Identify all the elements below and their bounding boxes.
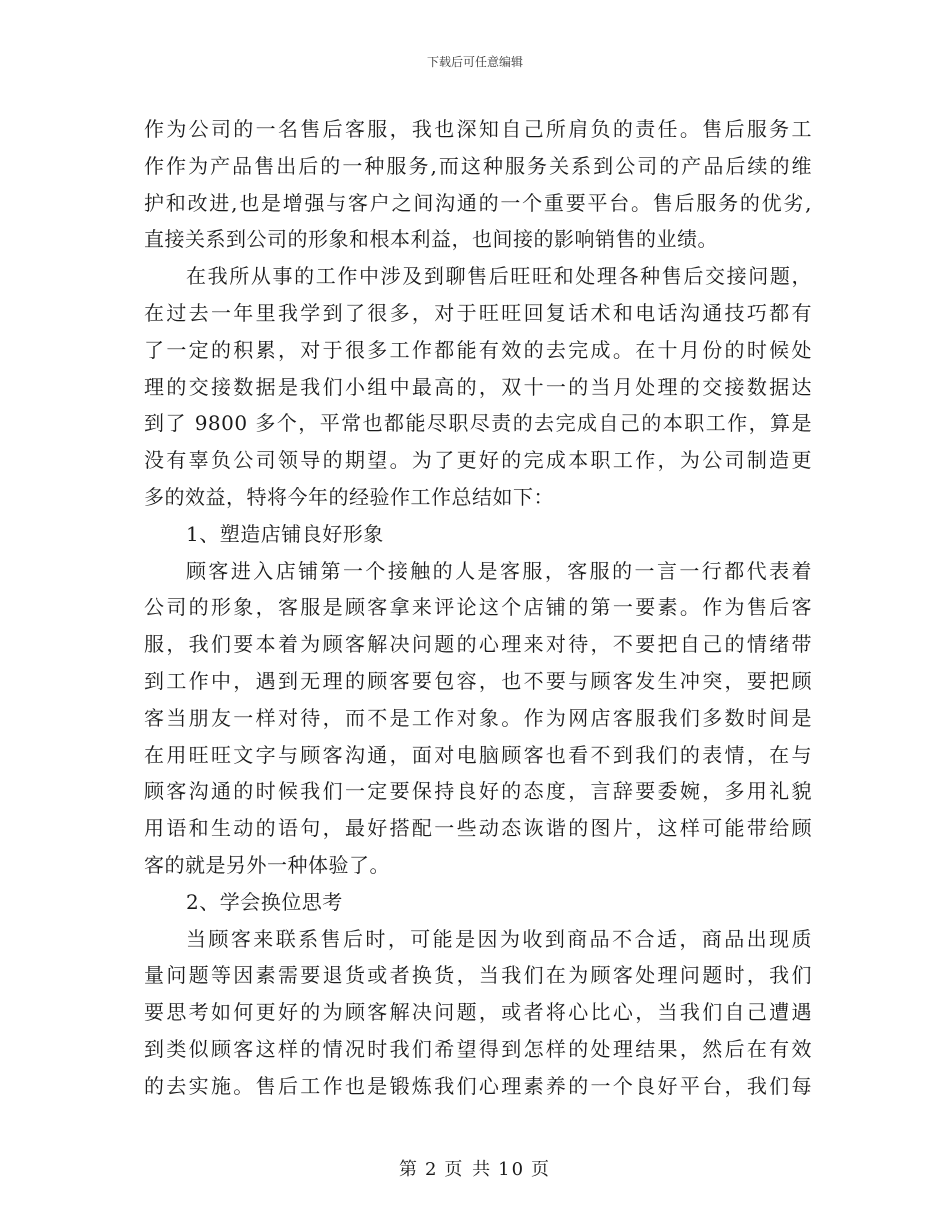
text-line: 客的就是另外一种体验了。 — [144, 852, 390, 877]
text-line: 在过去一年里我学到了很多，对于旺旺回复话术和电话沟通技巧都有 — [144, 300, 812, 325]
text-line: 2、学会换位思考 — [186, 889, 343, 914]
text-line: 用语和生动的语句，最好搭配一些动态诙谐的图片，这样可能带给顾 — [144, 816, 812, 841]
text-line: 的去实施。售后工作也是锻炼我们心理素养的一个良好平台，我们每 — [144, 1073, 812, 1098]
text-line: 当顾客来联系售后时，可能是因为收到商品不合适，商品出现质 — [186, 926, 812, 951]
footer-prefix: 第 — [398, 1159, 419, 1180]
text-line: 了一定的积累，对于很多工作都能有效的去完成。在十月份的时候处 — [144, 337, 812, 362]
text-line: 直接关系到公司的形象和根本利益，也间接的影响销售的业绩。 — [144, 227, 718, 252]
text-line: 顾客沟通的时候我们一定要保持良好的态度，言辞要委婉，多用礼貌 — [144, 779, 812, 804]
footer-middle: 页 共 — [444, 1159, 493, 1180]
text-line: 多的效益，特将今年的经验作工作总结如下： — [144, 484, 554, 509]
page-header-note: 下载后可任意编辑 — [426, 55, 523, 69]
text-line: 作为公司的一名售后客服，我也深知自己所肩负的责任。售后服务工 — [144, 117, 812, 141]
footer-suffix: 页 — [531, 1159, 552, 1180]
page-footer — [0, 1155, 950, 1181]
text-line: 理的交接数据是我们小组中最高的，双十一的当月处理的交接数据达 — [144, 374, 812, 399]
footer-page-number: 2 — [424, 1159, 439, 1180]
text-line: 公司的形象，客服是顾客拿来评论这个店铺的第一要素。作为售后客 — [144, 595, 812, 620]
text-line: 客当朋友一样对待，而不是工作对象。作为网店客服我们多数时间是 — [144, 705, 812, 730]
text-line: 1、塑造店铺良好形象 — [186, 521, 384, 546]
text-line: 要思考如何更好的为顾客解决问题，或者将心比心，当我们自己遭遇 — [144, 1000, 812, 1025]
text-line: 到了 9800 多个，平常也都能尽职尽责的去完成自己的本职工作，算是 — [144, 411, 812, 436]
text-line: 在我所从事的工作中涉及到聊售后旺旺和处理各种售后交接问题， — [186, 264, 812, 289]
document-body — [144, 111, 812, 1105]
text-line: 服，我们要本着为顾客解决问题的心理来对待，不要把自己的情绪带 — [144, 632, 812, 657]
text-line: 到工作中，遇到无理的顾客要包容，也不要与顾客发生冲突，要把顾 — [144, 668, 812, 693]
text-line: 护和改进,也是增强与客户之间沟通的一个重要平台。售后服务的优劣, — [144, 190, 812, 215]
text-line: 在用旺旺文字与顾客沟通，面对电脑顾客也看不到我们的表情，在与 — [144, 742, 812, 767]
text-line: 量问题等因素需要退货或者换货，当我们在为顾客处理问题时，我们 — [144, 963, 812, 988]
text-line: 作作为产品售出后的一种服务,而这种服务关系到公司的产品后续的维 — [144, 153, 812, 178]
text-line: 顾客进入店铺第一个接触的人是客服，客服的一言一行都代表着 — [186, 558, 812, 583]
footer-total-pages: 10 — [498, 1159, 526, 1180]
text-line: 到类似顾客这样的情况时我们希望得到怎样的处理结果，然后在有效 — [144, 1036, 812, 1061]
text-line: 没有辜负公司领导的期望。为了更好的完成本职工作，为公司制造更 — [144, 448, 812, 473]
